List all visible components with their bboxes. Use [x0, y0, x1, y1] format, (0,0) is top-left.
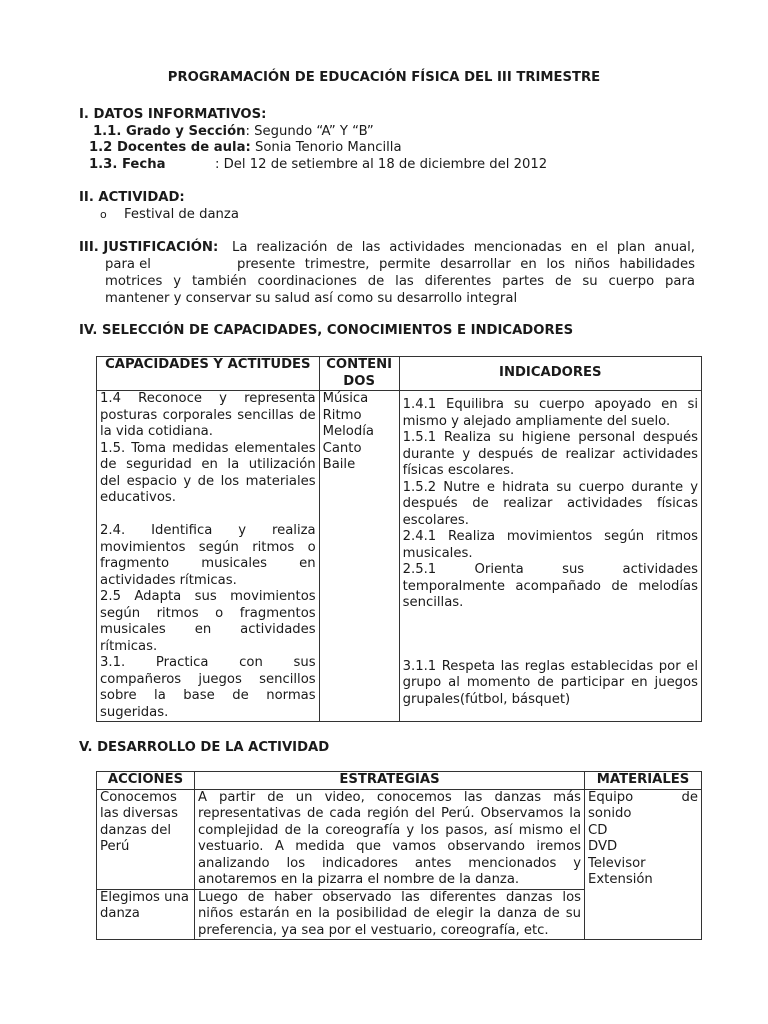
section-4-heading: IV. SELECCIÓN DE CAPACIDADES, CONOCIMIENTOS E INDICADORES [79, 323, 574, 338]
material-item: CD [588, 822, 608, 838]
justificacion-line-1: La realización de las actividades mencionadas en el plan anual, [232, 240, 695, 255]
justificacion-line-4: mantener y conservar su salud así como su desarrollo integral [105, 291, 518, 306]
estrategia-cell: Luego de haber observado las diferentes danzas los niños estarán en la posibilidad de elegir la danza de su preferencia, ya sea por el vestuario, coreografía, etc. [194, 889, 584, 940]
indicador-item: 1.5.2 Nutre e hidrata su cuerpo durante y después de realizar actividades físicas escolares. [402, 479, 698, 528]
contenido-item: Música [322, 391, 369, 406]
capacidades-cell [97, 391, 320, 722]
accion-cell: Conocemos las diversas danzas del Perú [97, 789, 195, 889]
material-item: Equipo de sonido [588, 789, 698, 821]
docentes-line [89, 139, 402, 156]
section-1-heading: I. DATOS INFORMATIVOS: [79, 107, 267, 122]
accion-cell: Elegimos una danza [97, 889, 195, 940]
material-item: Televisor [588, 855, 646, 871]
actividad-item: Festival de danza [124, 207, 239, 222]
indicador-item: 3.1.1 Respeta las reglas establecidas por el grupo al momento de participar en juegos grupales(fútbol, básquet) [402, 658, 698, 707]
section-2-heading: II. ACTIVIDAD: [79, 190, 185, 205]
indicador-item: 1.4.1 Equilibra su cuerpo apoyado en si mismo y alejado ampliamente del suelo. [402, 397, 698, 429]
capacidades-table [96, 356, 702, 722]
fecha-line [89, 156, 166, 173]
capacidades-header-row [97, 357, 702, 391]
fecha-value: : Del 12 de setiembre al 18 de diciembre del 2012 [215, 157, 548, 172]
fecha-label: 1.3. Fecha [89, 157, 166, 172]
indicador-item: 2.5.1 Orienta sus actividades temporalmente acompañado de melodías sencillas. [402, 562, 698, 610]
capacidad-item: 3.1. Practica con sus compañeros juegos sencillos sobre la base de normas sugeridas. [100, 655, 316, 720]
desarrollo-table [96, 771, 702, 940]
indicadores-cell [399, 391, 701, 722]
grado-line [93, 123, 374, 140]
header-acciones: ACCIONES [97, 772, 195, 790]
capacidad-item: 1.5. Toma medidas elementales de seguridad en la utilización del espacio y de los materiales educativos. [100, 440, 316, 505]
section-3-heading: III. JUSTIFICACIÓN: [79, 240, 219, 255]
header-estrategias: ESTRATEGIAS [194, 772, 584, 790]
contenido-item: Canto [322, 440, 362, 456]
materiales-cell [585, 789, 702, 940]
justificacion-line-2b: presente trimestre, permite desarrollar en los niños habilidades [237, 257, 695, 272]
capacidad-item: 2.4. Identifica y realiza movimientos según ritmos o fragmento musicales en actividades rítmicas. [100, 523, 316, 588]
contenido-item: Baile [322, 457, 356, 472]
capacidades-body-row [97, 391, 702, 722]
docentes-label: 1.2 Docentes de aula: [89, 140, 251, 155]
header-materiales: MATERIALES [585, 772, 702, 790]
material-item: DVD [588, 839, 618, 854]
contenido-item: Ritmo [322, 407, 362, 423]
justificacion-line-3: motrices y también coordinaciones de las diferentes partes de su cuerpo para [105, 274, 695, 289]
desarrollo-header-row [97, 772, 702, 790]
estrategia-cell: A partir de un video, conocemos las danzas más representativas de cada región del Perú. Observamos la complejidad de la coreografía y los pasos, así mismo el vestuario. A medida que vamos observando iremos analizando los indicadores antes mencionados y anotaremos en la pizarra el nombre de la danza. [194, 789, 584, 889]
indicador-item: 2.4.1 Realiza movimientos según ritmos musicales. [402, 529, 698, 561]
grado-label: 1.1. Grado y Sección [93, 124, 246, 139]
header-capacidades: CAPACIDADES Y ACTITUDES [97, 357, 320, 391]
material-item: Extensión [588, 872, 653, 887]
indicador-item: 1.5.1 Realiza su higiene personal después durante y después de realizar actividades físicas escolares. [402, 430, 698, 478]
header-contenidos: CONTENI DOS [319, 357, 399, 391]
header-indicadores: INDICADORES [399, 357, 701, 391]
section-5-heading: V. DESARROLLO DE LA ACTIVIDAD [79, 740, 330, 755]
capacidad-item: 1.4 Reconoce y representa posturas corporales sencillas de la vida cotidiana. [100, 391, 316, 439]
justificacion-line-2a: para el [105, 257, 151, 272]
docentes-value: Sonia Tenorio Mancilla [250, 140, 402, 155]
grado-value: : Segundo “A” Y “B” [245, 124, 374, 139]
capacidad-item: 2.5 Adapta sus movimientos según ritmos o fragmentos musicales en actividades rítmicas. [100, 589, 316, 654]
contenido-item: Melodía [322, 424, 374, 439]
document-title: PROGRAMACIÓN DE EDUCACIÓN FÍSICA DEL III TRIMESTRE [167, 70, 601, 85]
contenidos-cell [319, 391, 399, 722]
desarrollo-row [97, 789, 702, 889]
bullet-icon: o [100, 208, 107, 221]
